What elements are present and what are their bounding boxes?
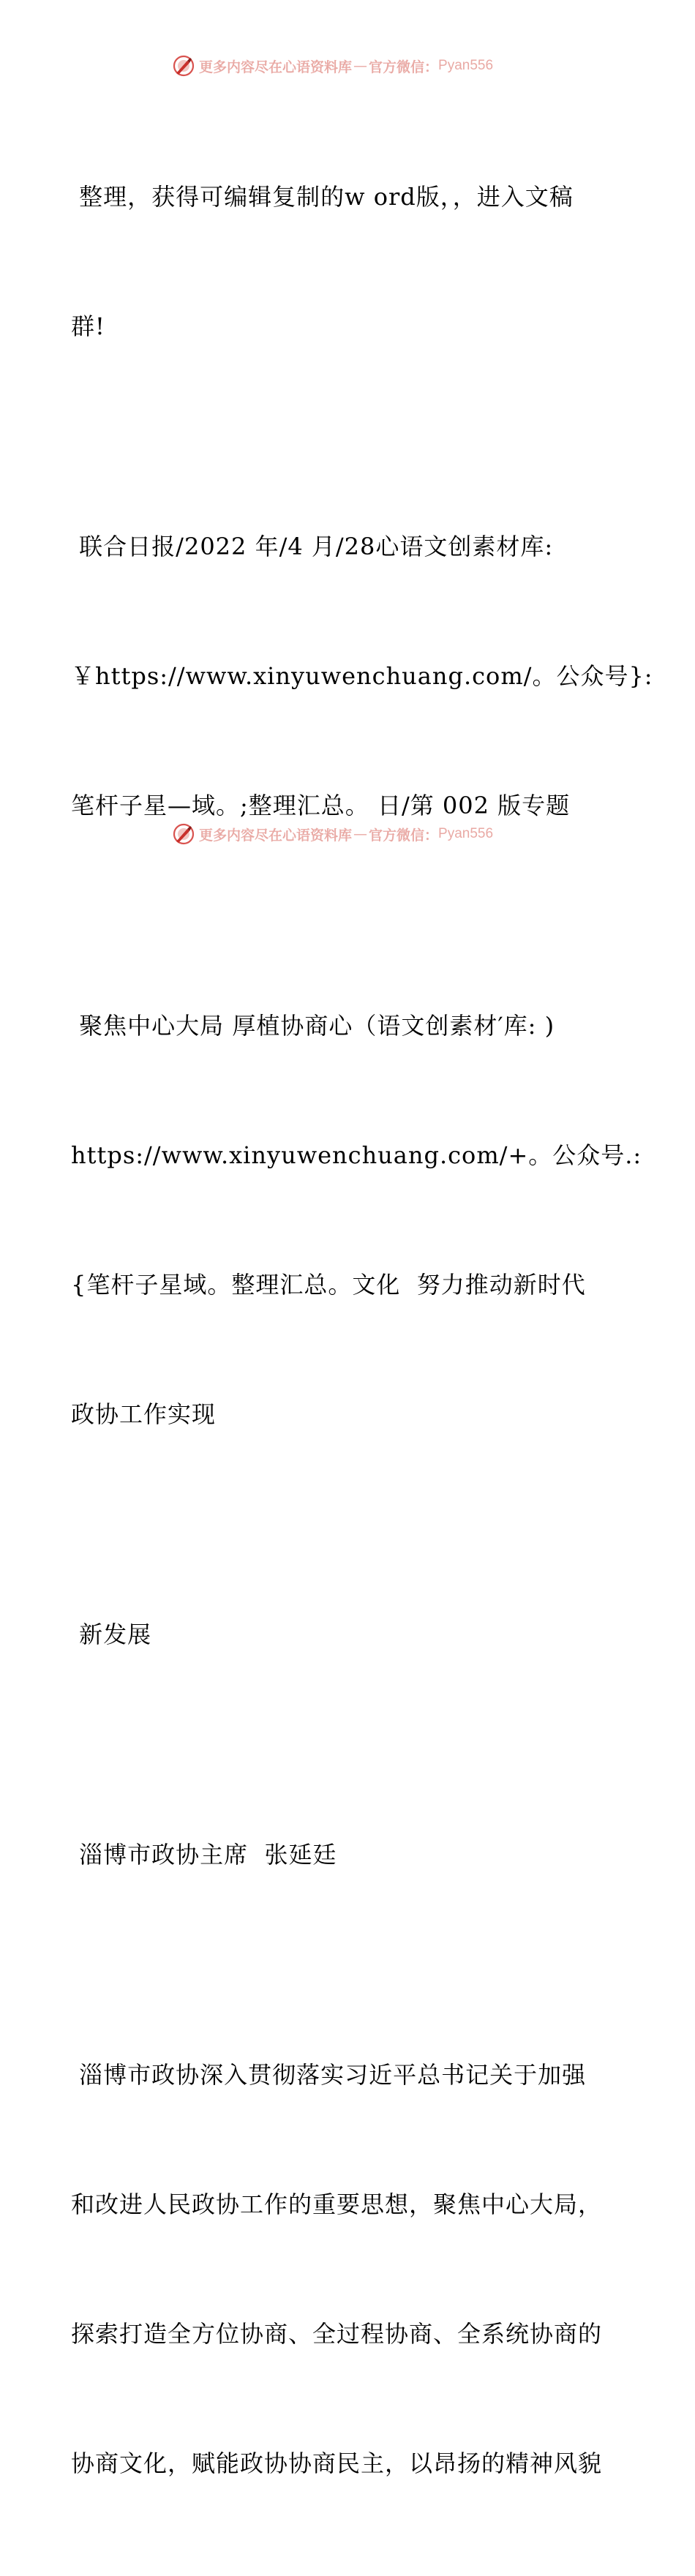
watermark-wechat-id: Pyan556 (438, 58, 494, 73)
text-line: 和改进人民政协工作的重要思想，聚焦中心大局， (71, 2190, 603, 2218)
document-body (71, 89, 653, 2576)
watermark-wechat-id: Pyan556 (438, 826, 494, 841)
paragraph-intro (71, 89, 627, 435)
text-line: 整理，获得可编辑复制的w ord版，，进入文稿 (71, 183, 574, 211)
text-line: 联合日报/2022 年/4 月/28心语文创素材库: (71, 533, 554, 560)
watermark-dash: — (353, 826, 368, 842)
text-line: https://www.xinyuwenchuang.com/+。公众号.: (71, 1141, 642, 1169)
paragraph-author (71, 1747, 627, 1963)
pen-logo-icon (173, 823, 195, 845)
watermark-official-label: 官方微信： (369, 59, 439, 75)
text-line: 协商文化，赋能政协协商民主，以昂扬的精神风貌 (71, 2449, 603, 2477)
watermark-dash: — (353, 58, 368, 74)
paragraph-title (71, 918, 642, 1522)
text-line: ￥https://www.xinyuwenchuang.com/。公众号}: (71, 662, 653, 690)
paragraph-body (71, 1967, 627, 2572)
text-line: 群! (71, 312, 105, 340)
paragraph-subtitle (71, 1527, 627, 1743)
watermark-text: 更多内容尽在心语资料库 (199, 59, 353, 75)
watermark-official-label: 官方微信： (369, 827, 439, 844)
text-line: 笔杆子星—域。;整理汇总。 日/第 002 版专题 (71, 792, 571, 819)
text-line: 淄博市政协深入贯彻落实习近平总书记关于加强 (71, 2061, 587, 2089)
text-line: 淄博市政协主席 张延廷 (71, 1841, 337, 1869)
text-line: {笔杆子星域。整理汇总。文化 努力推动新时代 (71, 1271, 586, 1299)
watermark-text: 更多内容尽在心语资料库 (199, 827, 353, 844)
text-line: 政协工作实现 (71, 1400, 217, 1428)
text-line: 新发展 (71, 1621, 152, 1648)
text-line: 探索打造全方位协商、全过程协商、全系统协商的 (71, 2320, 603, 2348)
footer-watermark (173, 821, 493, 847)
pen-logo-icon (173, 55, 195, 77)
text-line: 聚焦中心大局 厚植协商心（语文创素材′库: ) (71, 1012, 555, 1040)
header-watermark (173, 53, 493, 79)
